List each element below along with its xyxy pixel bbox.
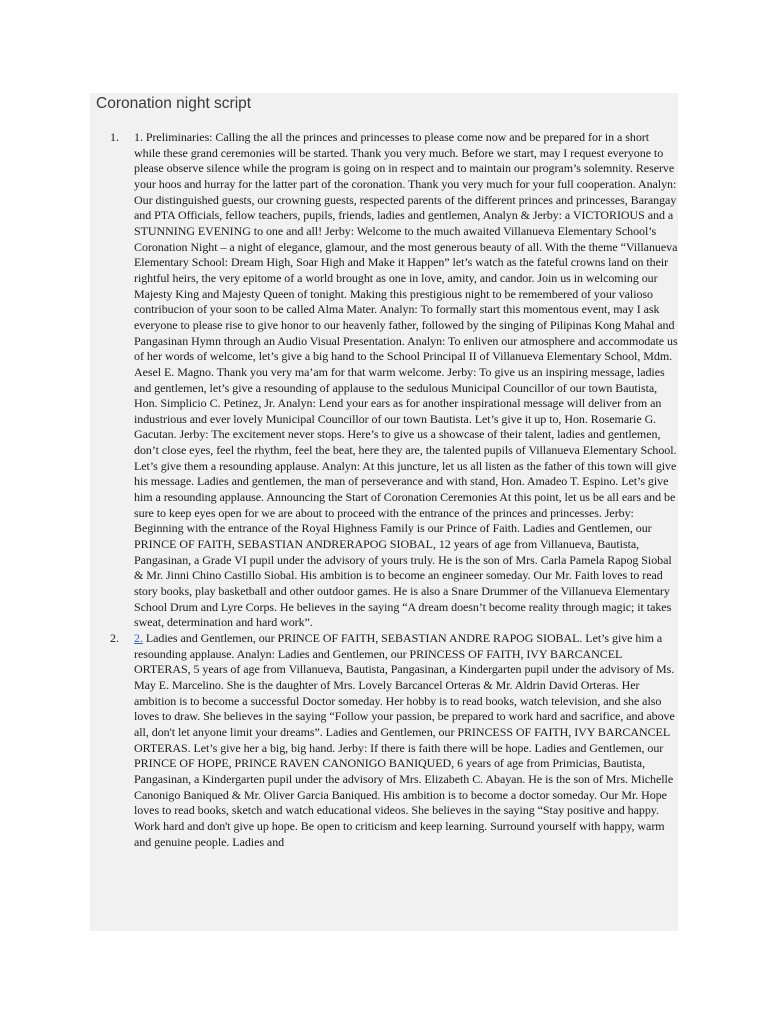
- list-item: [90, 130, 678, 631]
- list-item-text: [134, 130, 678, 631]
- script-list: [90, 130, 678, 850]
- section-link[interactable]: 2.: [134, 631, 143, 645]
- list-item: [90, 631, 678, 850]
- list-item-body: 1. Preliminaries: Calling the all the princes and princesses to please come now and be prepared for in a short while these grand ceremonies will be started. Thank you very much. Before we start, may I request everyone to please observe silence while the program is going on in respect and to maintain our program’s solemnity. Reserve your hoos and hurray for the latter part of the coronation. Thank you very much for your full cooperation. Analyn: Our distinguished guests, our crowning guests, respected parents of the different princes and princesses, Barangay and PTA Officials, fellow teachers, pupils, friends, ladies and gentlemen, Analyn & Jerby: a VICTORIOUS and a STUNNING EVENING to one and all! Jerby: Welcome to the much awaited Villanueva Elementary School’s Coronation Night – a night of elegance, glamour, and the most generous beauty of all. With the theme “Villanueva Elementary School: Dream High, Soar High and Make it Happen” let’s watch as the fateful crowns land on their rightful heirs, the very epitome of a world brought as one in love, amity, and candor. Join us in welcoming our Majesty King and Majesty Queen of tonight. Making this prestigious night to be remembered of your valioso contribucion of your soon to be called Alma Mater. Analyn: To formally start this momentous event, may I ask everyone to please rise to give honor to our heavenly father, followed by the singing of Pilipinas Kong Mahal and Pangasinan Hymn through an Audio Visual Presentation. Analyn: To enliven our atmosphere and accommodate us of her words of welcome, let’s give a big hand to the School Principal II of Villanueva Elementary School, Mdm. Aesel E. Magno. Thank you very ma’am for that warm welcome. Jerby: To give us an inspiring message, ladies and gentlemen, let’s give a resounding of applause to the sedulous Municipal Councillor of our town Bautista, Hon. Simplicio C. Petinez, Jr. Analyn: Lend your ears as for another inspirational message will deliver from an industrious and ever lovely Municipal Councillor of our town Bautista. Let’s give it up to, Hon. Rosemarie G. Gacutan. Jerby: The excitement never stops. Here’s to give us a showcase of their talent, ladies and gentlemen, don’t close eyes, feel the rhythm, feel the beat, here they are, the talented pupils of Villanueva Elementary School. Let’s give them a resounding applause. Analyn: At this juncture, let us all listen as the father of this town will give his message. Ladies and gentlemen, the man of perseverance and with stand, Hon. Amadeo T. Espino. Let’s give him a resounding applause. Announcing the Start of Coronation Ceremonies At this point, let us be all ears and be sure to keep eyes open for we are about to proceed with the entrance of the princes and princesses. Jerby: Beginning with the entrance of the Royal Highness Family is our Prince of Faith. Ladies and Gentlemen, our PRINCE OF FAITH, SEBASTIAN ANDRERAPOG SIOBAL, 12 years of age from Villanueva, Bautista, Pangasinan, a Grade VI pupil under the advisory of yours truly. He is the son of Mrs. Carla Pamela Rapog Siobal & Mr. Jinni Chino Castillo Siobal. His ambition is to become an engineer someday. Our Mr. Faith loves to read story books, play basketball and other outdoor games. He is also a Snare Drummer of the Villanueva Elementary School Drum and Lyre Corps. He believes in the saying “A dream doesn’t become reality through magic; it takes sweat, determination and hard work”.: [134, 130, 678, 630]
- list-item-text: [134, 631, 678, 850]
- list-item-body: Ladies and Gentlemen, our PRINCE OF FAITH, SEBASTIAN ANDRE RAPOG SIOBAL. Let’s give him a resounding applause. Analyn: Ladies and Gentlemen, our PRINCESS OF FAITH, IVY BARCANCEL ORTERAS, 5 years of age from Villanueva, Bautista, Pangasinan, a Kindergarten pupil under the advisory of Ms. May E. Marcelino. She is the daughter of Mrs. Lovely Barcancel Orteras & Mr. Aldrin David Orteras. Her ambition is to become a successful Doctor someday. Her hobby is to read books, watch television, and she also loves to draw. She believes in the saying “Follow your passion, be prepared to work hard and sacrifice, and above all, don't let anyone limit your dreams”. Ladies and Gentlemen, our PRINCESS OF FAITH, IVY BARCANCEL ORTERAS. Let’s give her a big, big hand. Jerby: If there is faith there will be hope. Ladies and Gentlemen, our PRINCE OF HOPE, PRINCE RAVEN CANONIGO BANIQUED, 6 years of age from Primicias, Bautista, Pangasinan, a Kindergarten pupil under the advisory of Mrs. Elizabeth C. Abayan. He is the son of Mrs. Michelle Canonigo Baniqued & Mr. Oliver Garcia Baniqued. His ambition is to become a doctor someday. Our Mr. Hope loves to read books, sketch and watch educational videos. She believes in the saying “Stay positive and happy. Work hard and don't give up hope. Be open to criticism and keep learning. Surround yourself with happy, warm and genuine people. Ladies and: [134, 631, 675, 849]
- list-item-number: 2.: [110, 631, 119, 645]
- list-item-number: 1.: [110, 130, 119, 144]
- document-title: Coronation night script: [96, 95, 252, 112]
- document-page: [90, 93, 678, 931]
